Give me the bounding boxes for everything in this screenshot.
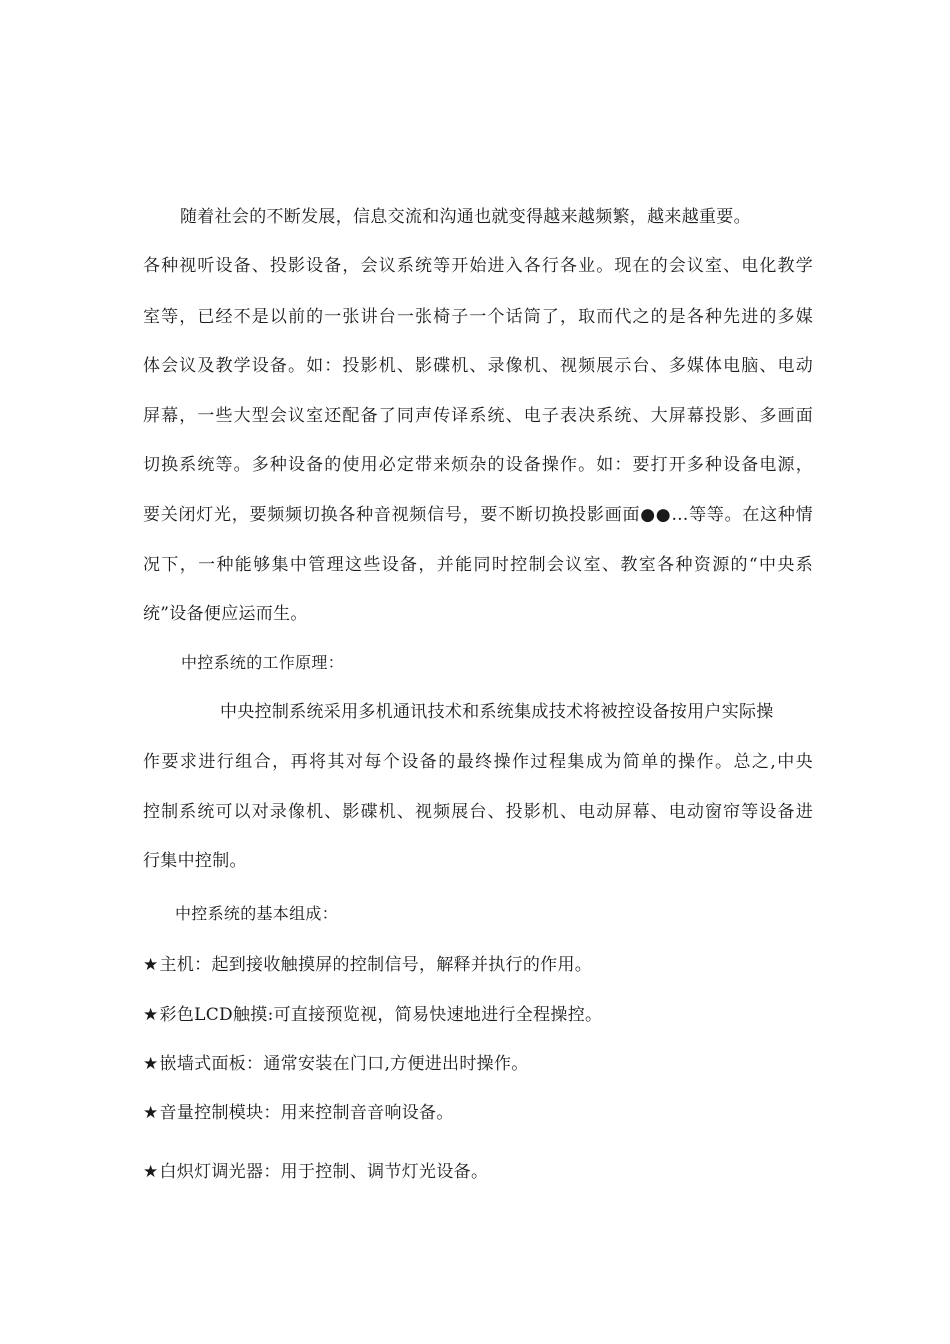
component-item-host [143, 953, 813, 977]
component-item-lcd-touch [143, 1003, 813, 1027]
paragraph-1-line-3: 体会议及教学设备。如：投影机、影碟机、录像机、视频展示台、多媒体电脑、电动 [143, 356, 813, 376]
component-item-dimmer [143, 1160, 813, 1184]
star-bullet-icon: ★ [143, 1103, 159, 1123]
component-item-text: 彩色LCD触摸:可直接预览视，简易快速地进行全程操控。 [159, 1005, 603, 1025]
section-heading-working-principle: 中控系统的工作原理： [181, 653, 345, 672]
paragraph-1-line-8: 统”设备便应运而生。 [143, 604, 308, 624]
paragraph-1-line-6: 要关闭灯光，要频频切换各种音视频信号，要不断切换投影画面●●…等等。在这种情 [143, 505, 813, 525]
star-bullet-icon: ★ [143, 1005, 159, 1025]
component-item-wall-panel [143, 1052, 813, 1076]
star-bullet-icon: ★ [143, 955, 159, 975]
component-item-text: 主机：起到接收触摸屏的控制信号，解释并执行的作用。 [159, 955, 593, 975]
paragraph-1-line-5: 切换系统等。多种设备的使用必定带来烦杂的设备操作。如：要打开多种设备电源， [143, 455, 813, 475]
paragraph-1-line-4: 屏幕，一些大型会议室还配备了同声传译系统、电子表决系统、大屏幕投影、多画面 [143, 406, 813, 426]
paragraph-2-line-3: 行集中控制。 [143, 851, 247, 871]
component-item-text: 嵌墙式面板：通常安装在门口,方便进出时操作。 [159, 1054, 529, 1074]
paragraph-1-line-7: 况下，一种能够集中管理这些设备，并能同时控制会议室、教室各种资源的“中央系 [143, 555, 813, 575]
star-bullet-icon: ★ [143, 1054, 159, 1074]
paragraph-2-line-1: 作要求进行组合，再将其对每个设备的最终操作过程集成为简单的操作。总之,中央 [143, 752, 813, 772]
paragraph-1-line-2: 室等，已经不是以前的一张讲台一张椅子一个话筒了，取而代之的是各种先进的多媒 [143, 307, 813, 327]
component-item-volume-module [143, 1101, 813, 1125]
paragraph-1-line-1: 各种视听设备、投影设备，会议系统等开始进入各行各业。现在的会议室、电化教学 [143, 256, 813, 276]
component-item-text: 音量控制模块：用来控制音音响设备。 [159, 1103, 454, 1123]
paragraph-2-line-0: 中央控制系统采用多机通讯技术和系统集成技术将被控设备按用户实际操 [220, 702, 774, 722]
section-heading-basic-components: 中控系统的基本组成： [175, 904, 339, 923]
component-item-text: 白炽灯调光器：用于控制、调节灯光设备。 [159, 1162, 489, 1182]
paragraph-2-line-2: 控制系统可以对录像机、影碟机、视频展台、投影机、电动屏幕、电动窗帘等设备进 [143, 802, 813, 822]
paragraph-1-line-0: 随着社会的不断发展，信息交流和沟通也就变得越来越频繁，越来越重要。 [180, 207, 751, 227]
star-bullet-icon: ★ [143, 1162, 159, 1182]
